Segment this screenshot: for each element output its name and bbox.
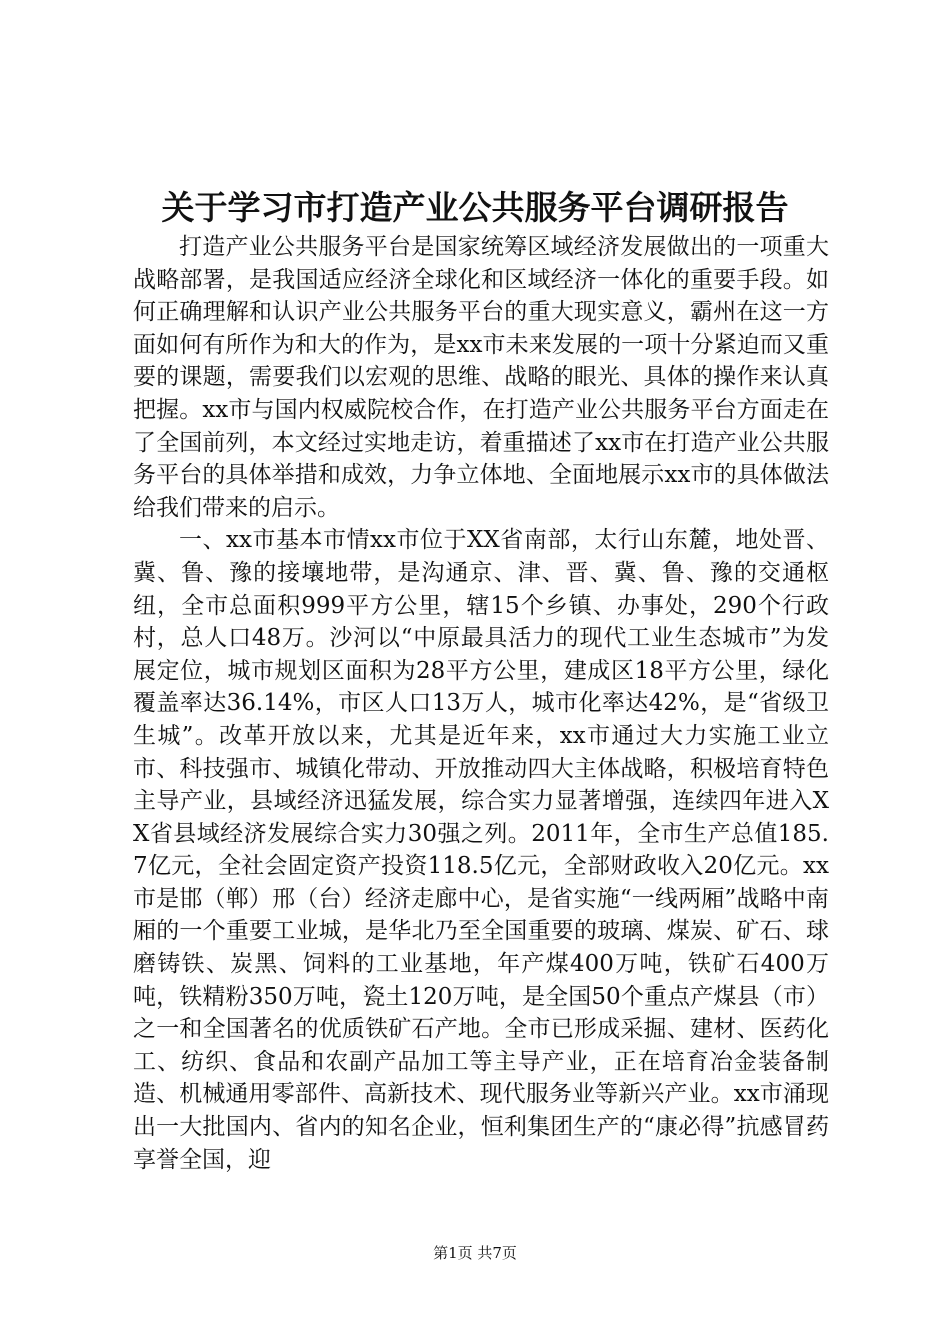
document-title: 关于学习市打造产业公共服务平台调研报告 — [161, 188, 789, 227]
paragraph-section-1: 一、xx市基本市情xx市位于XX省南部，太行山东麓，地处晋、冀、鲁、豫的接壤地带，是沟通京、津、晋、冀、鲁、豫的交通枢纽，全市总面积999平方公里，辖15个乡镇、办事处，290个行政村，总人口48万。沙河以“中原最具活力的现代工业生态城市”为发展定位，城市规划区面积为28平方公里，建成区18平方公里，绿化覆盖率达36.14%，市区人口13万人，城市化率达42%，是“省级卫生城”。改革开放以来，尤其是近年来，xx市通过大力实施工业立市、科技强市、城镇化带动、开放推动四大主体战略，积极培育特色主导产业，县域经济迅猛发展，综合实力显著增强，连续四年进入XX省县域经济发展综合实力30强之列。2011年，全市生产总值185.7亿元，全社会固定资产投资118.5亿元，全部财政收入20亿元。xx市是邯（郸）邢（台）经济走廊中心，是省实施“一线两厢”战略中南厢的一个重要工业城，是华北乃至全国重要的玻璃、煤炭、矿石、球磨铸铁、炭黑、饲料的工业基地，年产煤400万吨，铁矿石400万吨，铁精粉350万吨，瓷土120万吨，是全国50个重点产煤县（市）之一和全国著名的优质铁矿石产地。全市已形成采掘、建材、医药化工、纺织、食品和农副产品加工等主导产业，正在培育冶金装备制造、机械通用零部件、高新技术、现代服务业等新兴产业。xx市涌现出一大批国内、省内的知名企业，恒利集团生产的“康必得”抗感冒药享誉全国，迎 — [133, 527, 829, 1173]
document-body — [133, 231, 829, 1176]
page-footer: 第1页 共7页 — [433, 1244, 517, 1262]
paragraph-intro: 打造产业公共服务平台是国家统筹区域经济发展做出的一项重大战略部署，是我国适应经济全球化和区域经济一体化的重要手段。如何正确理解和认识产业公共服务平台的重大现实意义，霸州在这一方面如何有所作为和大的作为，是xx市未来发展的一项十分紧迫而又重要的课题，需要我们以宏观的思维、战略的眼光、具体的操作来认真把握。xx市与国内权威院校合作，在打造产业公共服务平台方面走在了全国前列，本文经过实地走访，着重描述了xx市在打造产业公共服务平台的具体举措和成效，力争立体地、全面地展示xx市的具体做法给我们带来的启示。 — [133, 234, 829, 521]
